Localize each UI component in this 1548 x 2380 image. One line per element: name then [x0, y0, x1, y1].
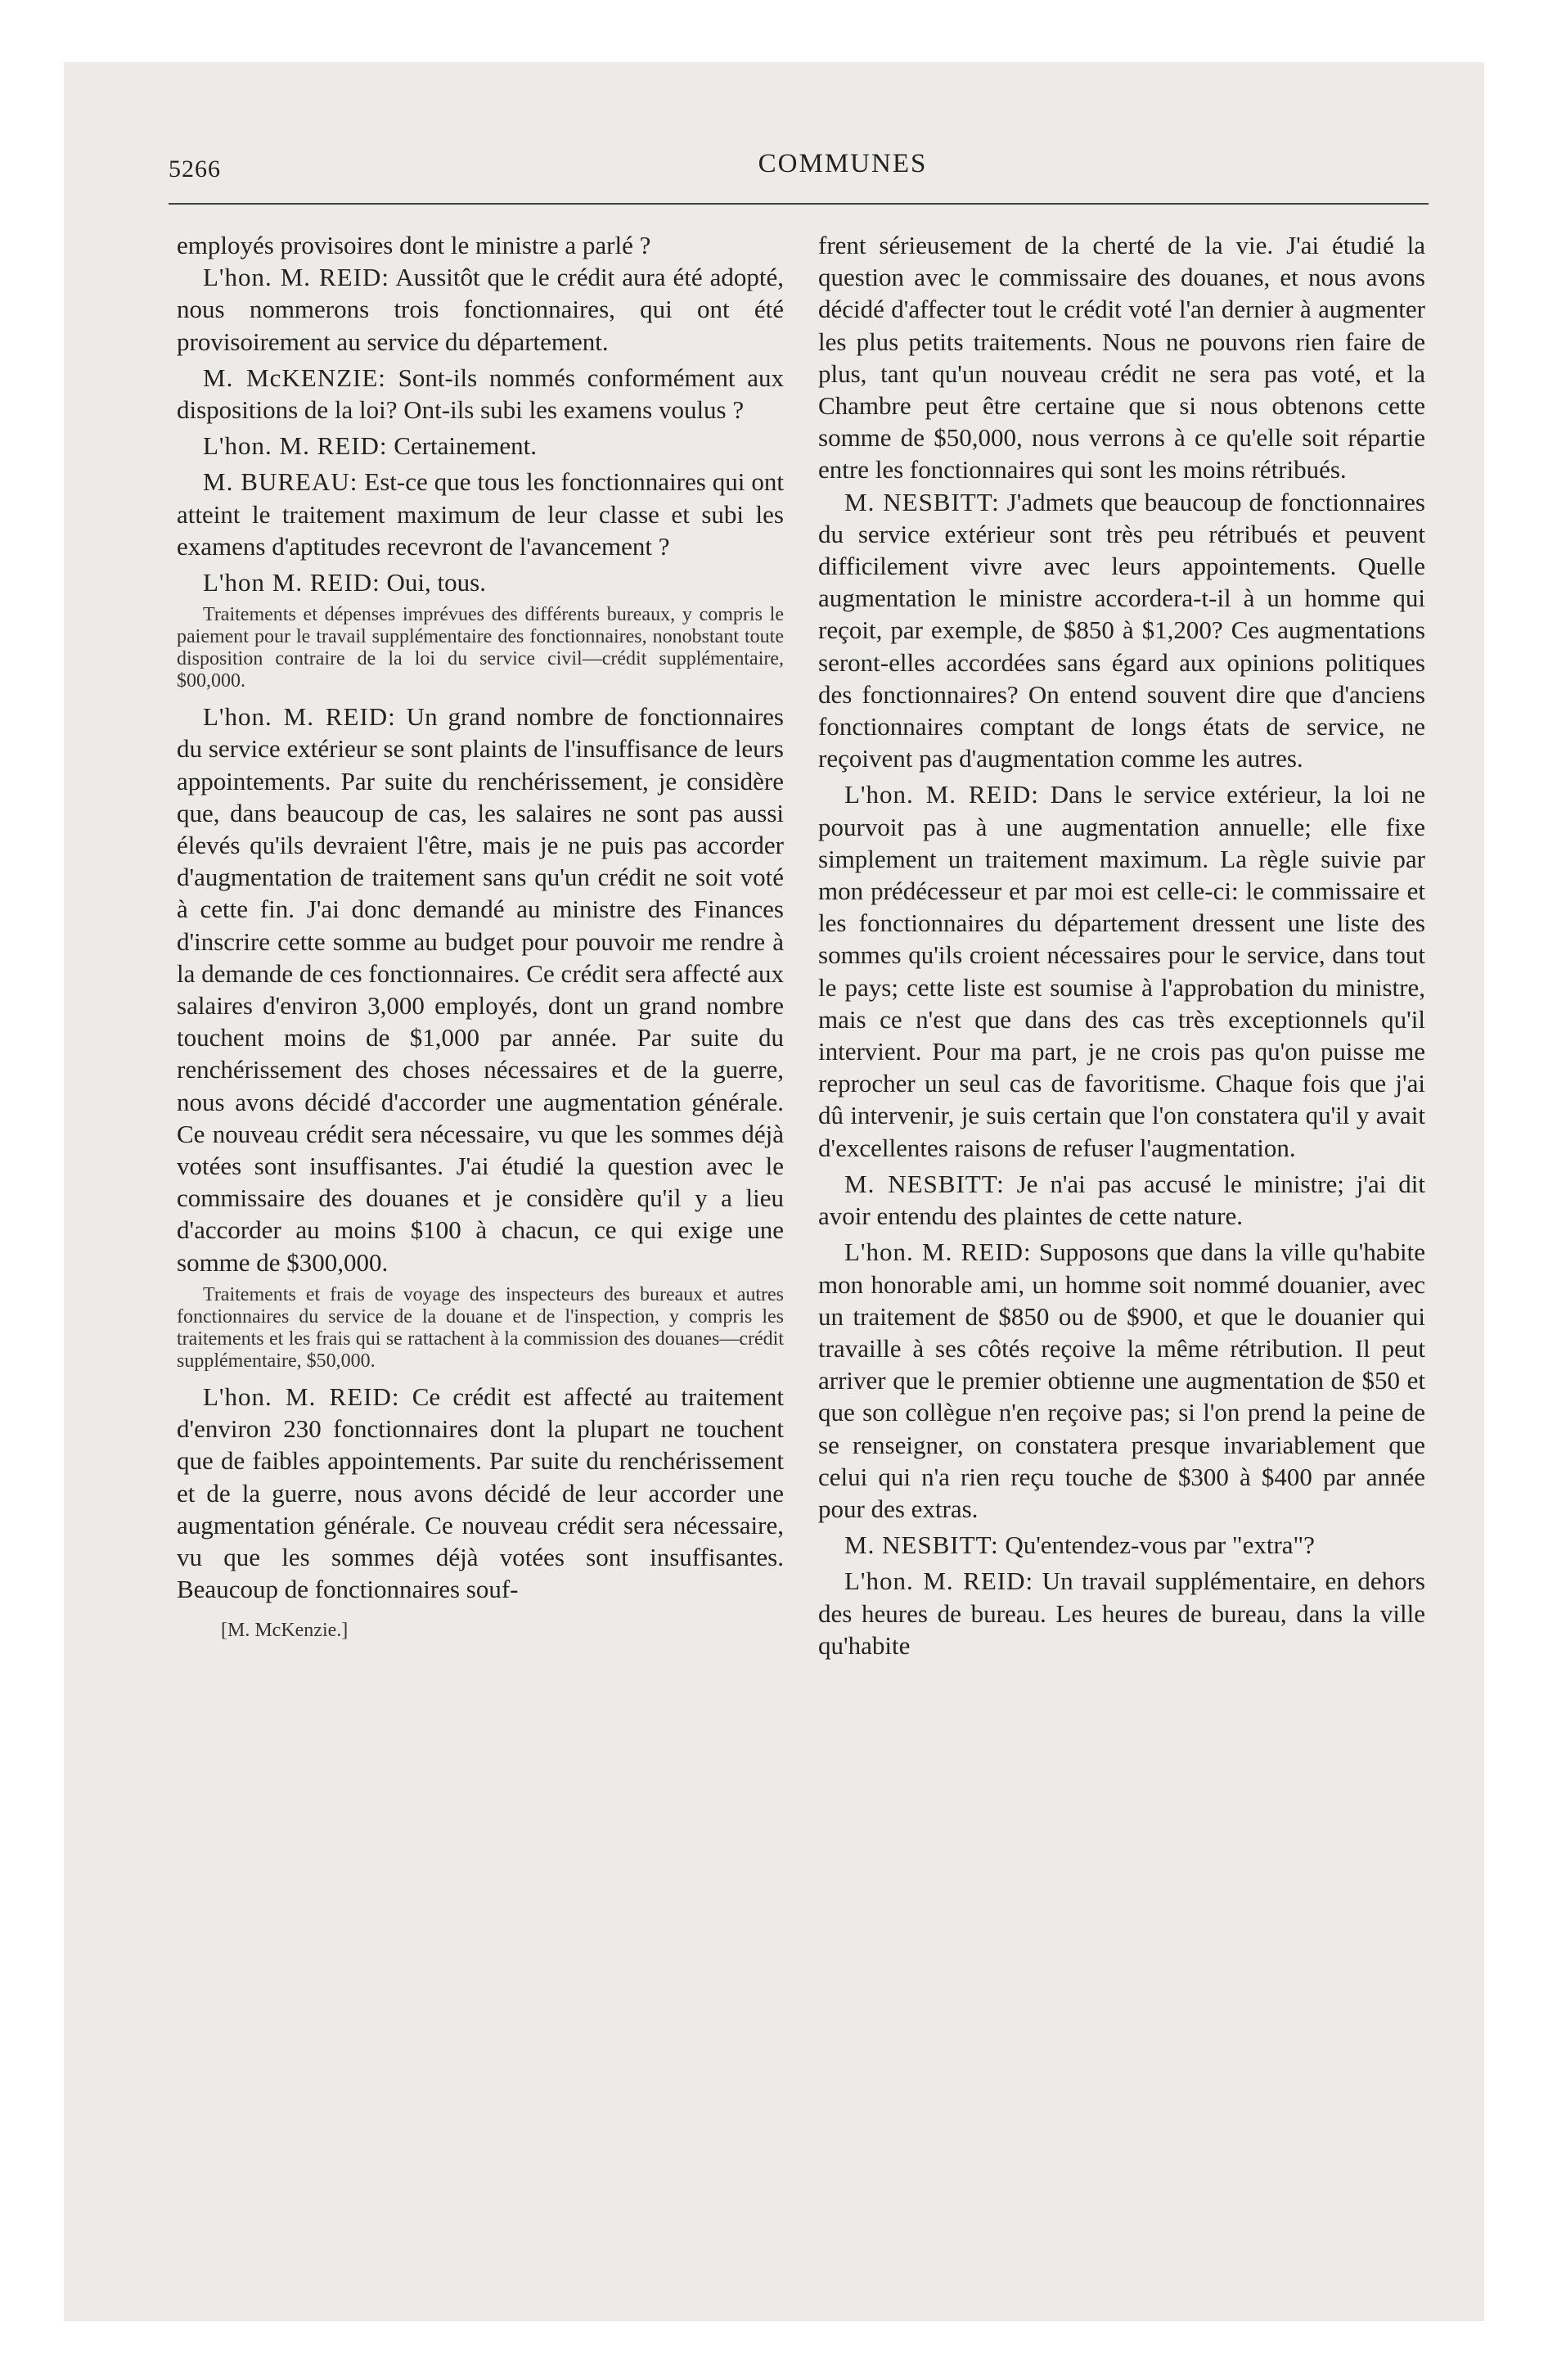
speaker-name: L'hon. M. REID:: [844, 1566, 1034, 1596]
speech: [818, 778, 1425, 1163]
speech: [818, 1236, 1425, 1525]
running-head: COMMUNES: [758, 149, 928, 178]
speech-text: Oui, tous.: [380, 568, 486, 597]
speaker-name: L'hon. M. REID:: [844, 780, 1039, 809]
speech-text: Qu'entendez-vous par "extra"?: [998, 1530, 1315, 1560]
speaker-name: L'hon. M. REID:: [844, 1237, 1032, 1267]
speaker-name: L'hon. M. REID:: [203, 431, 388, 461]
paragraph: frent sérieusement de la cherté de la vie. J'ai étudié la question avec le commissaire des douanes, et nous avons décidé d'affecter tout le crédit voté l'an dernier à augmenter les plus petits traitements. Nous ne pouvons rien faire de plus, tant qu'un nouveau crédit ne sera pas voté, et la Chambre peut être certaine que si nous obtenons cette somme de $50,000, nous verrons à ce qu'elle soit répartie entre les fonctionnaires qui sont les moins rétribués.: [818, 231, 1425, 485]
speech: [177, 566, 784, 598]
speech: [818, 1168, 1425, 1232]
speaker-name: L'hon. M. REID:: [203, 263, 389, 292]
speech-text: Aussitôt que le crédit aura été adopté, nous nommerons trois fonctionnaires, qui ont été provisoirement au service du département.: [177, 263, 784, 356]
speech: [177, 261, 784, 358]
speaker-name: L'hon M. REID:: [203, 568, 380, 597]
speech-text: Est-ce que tous les fonctionnaires qui ont atteint le traitement maximum de leur classe et subi les examens d'aptitudes recevront de l'avancement ?: [177, 467, 784, 561]
speaker-name: M. NESBITT:: [844, 1530, 999, 1560]
speech: [818, 1565, 1425, 1661]
speech-text: Certainement.: [387, 431, 538, 461]
speech: [818, 1529, 1425, 1561]
speaker-name: M. McKENZIE:: [203, 363, 386, 392]
speaker-name: M. NESBITT:: [844, 487, 1000, 516]
speech: [818, 486, 1425, 775]
left-column: [177, 229, 784, 1648]
speech-text: Je n'ai pas accusé le ministre; j'ai dit avoir entendu des plaintes de cette nature.: [818, 1169, 1425, 1231]
speaker-name: L'hon. M. REID:: [203, 702, 396, 732]
speaker-name: M. NESBITT:: [844, 1169, 1005, 1198]
paragraph: employés provisoires dont le ministre a parlé ?: [177, 231, 651, 259]
budget-item: Traitements et dépenses imprévues des différents bureaux, y compris le paiement pour le travail supplémentaire des fonctionnaires, nonobstant toute disposition contraire de la loi du service civil—crédit supplémentaire, $00,000.: [177, 604, 784, 692]
speech-text: Un grand nombre de fonctionnaires du service extérieur se sont plaints de l'insuffisance de leurs appointements. Par suite du renchérissement, je considère que, dans beaucoup de cas, les salaires ne sont pas aussi élevés qu'ils devraient l'être, mais je ne puis pas accorder d'augmentation de traitement sans qu'un crédit ne soit voté à cette fin. J'ai donc demandé au ministre des Finances d'inscrire cette somme au budget pour pouvoir me rendre à la demande de ces fonctionnaires. Ce crédit sera affecté aux salaires d'environ 3,000 employés, dont un grand nombre touchent moins de $1,000 par année. Par suite du renchérissement des choses nécessaires et de la guerre, nous avons décidé d'accorder une augmentation générale. Ce nouveau crédit sera nécessaire, vu que les sommes déjà votées sont insuffisantes. J'ai étudié la question avec le commissaire des douanes et je considère qu'il y a lieu d'accorder au moins $100 à chacun, ce qui exige une somme de $300,000.: [177, 702, 784, 1277]
speech-text: Un travail supplémentaire, en dehors des heures de bureau. Les heures de bureau, dans la ville qu'habite: [818, 1566, 1425, 1660]
budget-item: Traitements et frais de voyage des inspecteurs des bureaux et autres fonctionnaires du service de la douane et de l'inspection, y compris les traitements et les frais qui se rattachent à la commission des douanes—crédit supplémentaire, $50,000.: [177, 1283, 784, 1372]
speaker-name: M. BUREAU:: [203, 467, 358, 497]
speech-text: Dans le service extérieur, la loi ne pourvoit pas à une augmentation annuelle; elle fixe simplement un traitement maximum. La règle suivie par mon prédécesseur et par moi est celle-ci: le commissaire et les fonctionnaires du département dressent une liste des sommes qu'ils croient nécessaires pour le service, dans tout le pays; cette liste est soumise à l'approbation du ministre, mais ce n'est que dans des cas très exceptionnels qu'il intervient. Pour ma part, je ne crois pas qu'on puisse me reprocher un seul cas de favoritisme. Chaque fois que j'ai dû intervenir, je suis certain que l'on constatera qu'il y avait d'excellentes raisons de refuser l'augmentation.: [818, 780, 1425, 1162]
right-column: [818, 229, 1425, 1661]
speech: [177, 430, 784, 462]
page-number: 5266: [169, 156, 221, 183]
speech-text: J'admets que beaucoup de fonctionnaires du service extérieur sont très peu rétribués et peuvent difficilement vivre avec leurs appointements. Quelle augmentation le ministre accordera-t-il à un homme qui reçoit, par exemple, de $850 à $1,200? Ces augmentations seront-elles accordées sans égard aux opinions politiques des fonctionnaires? On entend souvent dire que d'anciens fonctionnaires comptant de longs états de service, ne reçoivent pas d'augmentation comme les autres.: [818, 487, 1425, 773]
speech-text: Ce crédit est affecté au traitement d'environ 230 fonctionnaires dont la plupart ne touchent que de faibles appointements. Par suite du renchérissement et de la guerre, nous avons décidé de leur accorder une augmentation générale. Ce nouveau crédit sera nécessaire, vu que les sommes déjà votées sont insuffisantes. Beaucoup de fonctionnaires souf-: [177, 1382, 784, 1604]
footnote: [M. McKenzie.]: [221, 1620, 349, 1642]
speech: [177, 466, 784, 562]
speech: [177, 701, 784, 1278]
header-rule: [169, 203, 1429, 205]
speech: [177, 362, 784, 426]
speech-text: Sont-ils nommés conformément aux dispositions de la loi? Ont-ils subi les examens voulus ?: [177, 363, 784, 425]
speech: [177, 1381, 784, 1605]
speech-text: Supposons que dans la ville qu'habite mon honorable ami, un homme soit nommé douanier, avec un traitement de $850 ou de $900, et que le douanier qui travaille à ses côtés reçoive la même rétribution. Il peut arriver que le premier obtienne une augmentation de $50 et que son collègue n'en reçoive pas; si l'on prend la peine de se renseigner, on constatera presque invariablement que celui qui n'a rien reçu touche de $300 à $400 par année pour des extras.: [818, 1237, 1425, 1523]
speaker-name: L'hon. M. REID:: [203, 1382, 400, 1411]
